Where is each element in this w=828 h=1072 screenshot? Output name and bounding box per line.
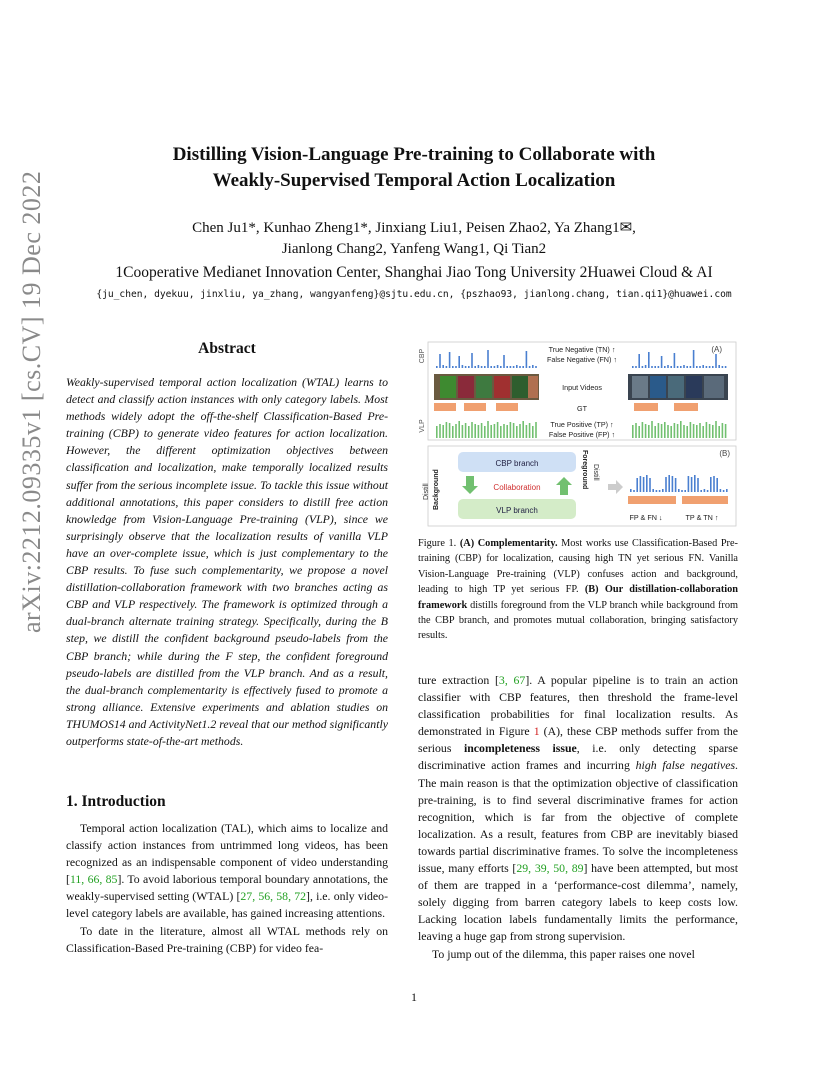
intro-paragraph-1: Temporal action localization (TAL), which aims to localize and classify action instances from untrimmed long videos, has been recognized as an indispensable component of video understanding [11, 66, 85]. To avoid laborious temporal boundary annotations, the weakly-supervised setting (WTAL) [27, 56, 58, 72], i.e. only video-level category labels are available, has gained increasing attentions. bbox=[66, 821, 388, 921]
activation-bar bbox=[658, 366, 660, 368]
activation-bar bbox=[436, 426, 438, 438]
activation-bar bbox=[630, 489, 632, 492]
activation-bar bbox=[510, 366, 512, 368]
activation-bar bbox=[652, 489, 654, 492]
vlp-activation-bars-right bbox=[632, 421, 726, 438]
activation-bar bbox=[490, 425, 492, 438]
authors-line-2: Jianlong Chang2, Yanfeng Wang1, Qi Tian2 bbox=[281, 241, 547, 257]
activation-bar bbox=[672, 476, 674, 492]
video-frames-right bbox=[628, 374, 728, 400]
activation-bar bbox=[700, 490, 702, 492]
arxiv-stamp: arXiv:2212.09335v1 [cs.CV] 19 Dec 2022 bbox=[17, 170, 46, 633]
activation-bar bbox=[710, 477, 712, 492]
citation-link[interactable]: 29, 39, 50, 89 bbox=[516, 861, 584, 876]
activation-bar bbox=[718, 426, 720, 438]
activation-bar bbox=[529, 423, 531, 438]
activation-bar bbox=[680, 366, 682, 368]
activation-bar bbox=[526, 351, 528, 368]
activation-bar bbox=[500, 366, 502, 368]
activation-bar bbox=[659, 490, 661, 492]
activation-bar bbox=[677, 366, 679, 368]
cbp-activation-bars-left bbox=[436, 350, 537, 368]
activation-bar bbox=[449, 352, 451, 368]
activation-bar bbox=[478, 425, 480, 438]
activation-bar bbox=[725, 366, 727, 368]
activation-bar bbox=[535, 422, 537, 438]
vlp-branch-label: VLP branch bbox=[496, 506, 538, 515]
vlp-activation-bars-left bbox=[436, 421, 537, 438]
activation-bar bbox=[452, 366, 454, 368]
activation-bar bbox=[646, 475, 648, 492]
activation-bar bbox=[680, 421, 682, 438]
activation-bar bbox=[667, 425, 669, 438]
distill-fg-text-1: Distill bbox=[592, 464, 599, 481]
activation-bar bbox=[726, 489, 728, 492]
result-activation-bars bbox=[630, 475, 728, 492]
tn-legend: True Negative (TN) ↑ bbox=[548, 345, 616, 354]
activation-bar bbox=[635, 366, 637, 368]
activation-bar bbox=[713, 476, 715, 492]
activation-bar bbox=[718, 365, 720, 368]
activation-bar bbox=[506, 425, 508, 438]
activation-bar bbox=[654, 426, 656, 438]
activation-bar bbox=[436, 366, 438, 368]
down-arrow-icon bbox=[462, 476, 478, 494]
activation-bar bbox=[661, 424, 663, 438]
activation-bar bbox=[658, 423, 660, 438]
affiliations: 1Cooperative Medianet Innovation Center, Shanghai Jiao Tong University 2Huawei Cloud & AI bbox=[115, 264, 713, 281]
activation-bar bbox=[656, 490, 658, 492]
activation-bar bbox=[446, 366, 448, 368]
activation-bar bbox=[481, 366, 483, 368]
activation-bar bbox=[638, 426, 640, 438]
intro-paragraph-2: To date in the literature, almost all WTAL methods rely on Classification-Based Pre-training (CBP) for video fea- bbox=[66, 923, 388, 955]
activation-bar bbox=[683, 365, 685, 368]
activation-bar bbox=[532, 365, 534, 368]
activation-bar bbox=[667, 365, 669, 368]
gt-label: GT bbox=[577, 404, 587, 413]
activation-bar bbox=[503, 424, 505, 438]
vlp-row-label: VLP bbox=[419, 419, 426, 433]
activation-bar bbox=[455, 424, 457, 438]
result-arrow-icon bbox=[608, 480, 623, 494]
activation-bar bbox=[648, 352, 650, 368]
activation-bar bbox=[716, 478, 718, 492]
activation-bar bbox=[471, 353, 473, 368]
activation-bar bbox=[529, 366, 531, 368]
activation-bar bbox=[638, 354, 640, 368]
activation-bar bbox=[702, 426, 704, 438]
paper-title bbox=[0, 142, 828, 194]
activation-bar bbox=[526, 425, 528, 438]
activation-bar bbox=[474, 366, 476, 368]
activation-bar bbox=[519, 424, 521, 438]
activation-bar bbox=[674, 353, 676, 368]
activation-bar bbox=[522, 366, 524, 368]
tp-tn-label: TP & TN ↑ bbox=[685, 513, 719, 522]
activation-bar bbox=[688, 476, 690, 492]
panel-a-label: (A) bbox=[711, 345, 722, 354]
activation-bar bbox=[458, 421, 460, 438]
activation-bar bbox=[681, 490, 683, 492]
activation-bar bbox=[707, 490, 709, 492]
activation-bar bbox=[636, 478, 638, 492]
activation-bar bbox=[706, 366, 708, 368]
activation-bar bbox=[503, 355, 505, 368]
activation-bar bbox=[462, 365, 464, 368]
activation-bar bbox=[645, 365, 647, 368]
author-list bbox=[0, 218, 828, 260]
activation-bar bbox=[522, 421, 524, 438]
activation-bar bbox=[516, 426, 518, 438]
activation-bar bbox=[664, 366, 666, 368]
activation-bar bbox=[648, 425, 650, 438]
activation-bar bbox=[471, 422, 473, 438]
activation-bar bbox=[465, 423, 467, 438]
activation-bar bbox=[720, 489, 722, 492]
activation-bar bbox=[442, 365, 444, 368]
activation-bar bbox=[452, 426, 454, 438]
right-column-body bbox=[418, 672, 738, 963]
activation-bar bbox=[651, 421, 653, 438]
activation-bar bbox=[712, 425, 714, 438]
activation-bar bbox=[654, 366, 656, 368]
activation-bar bbox=[723, 490, 725, 492]
activation-bar bbox=[642, 366, 644, 368]
activation-bar bbox=[706, 422, 708, 438]
activation-bar bbox=[468, 426, 470, 438]
activation-bar bbox=[500, 426, 502, 438]
activation-bar bbox=[677, 424, 679, 438]
activation-bar bbox=[662, 489, 664, 492]
author-emails: {ju_chen, dyekuu, jinxliu, ya_zhang, wangyanfeng}@sjtu.edu.cn, {pszhao93, jianlong.chang, tian.qi1}@huawei.com bbox=[96, 289, 732, 300]
citation-link[interactable]: 11, 66, 85 bbox=[69, 872, 118, 887]
activation-bar bbox=[699, 423, 701, 438]
activation-bar bbox=[715, 421, 717, 438]
input-videos-label: Input Videos bbox=[562, 383, 602, 392]
activation-bar bbox=[651, 366, 653, 368]
intro-heading: 1. Introduction bbox=[66, 793, 166, 810]
activation-bar bbox=[649, 478, 651, 492]
activation-bar bbox=[494, 366, 496, 368]
activation-bar bbox=[640, 476, 642, 492]
activation-bar bbox=[686, 366, 688, 368]
figure-1-caption: Figure 1. (A) Complementarity. Most works use Classification-Based Pre-training (CBP) for localization, causing high TN yet serious FN. Vanilla Vision-Language Pre-training (VLP) confuses action and background, leading to high TP yet serious FP. (B) Our distillation-collaboration framework distills foreground from the VLP branch while background from the CBP branch, and promotes mutual collaboration, bringing satisfactory results. bbox=[418, 538, 738, 642]
activation-bar bbox=[674, 423, 676, 438]
activation-bar bbox=[697, 478, 699, 492]
activation-bar bbox=[715, 354, 717, 368]
activation-bar bbox=[497, 422, 499, 438]
activation-bar bbox=[635, 423, 637, 438]
right-paragraph-2: To jump out of the dilemma, this paper raises one novel bbox=[432, 946, 695, 961]
fp-fn-label: FP & FN ↓ bbox=[629, 513, 663, 522]
activation-bar bbox=[709, 366, 711, 368]
activation-bar bbox=[446, 422, 448, 438]
activation-bar bbox=[696, 425, 698, 438]
activation-bar bbox=[458, 356, 460, 368]
activation-bar bbox=[696, 366, 698, 368]
figure-1 bbox=[418, 338, 738, 528]
activation-bar bbox=[690, 366, 692, 368]
panel-b-label: (B) bbox=[719, 449, 730, 458]
abstract-heading: Abstract bbox=[198, 340, 256, 357]
activation-bar bbox=[494, 424, 496, 438]
activation-bar bbox=[722, 423, 724, 438]
cbp-row-label: CBP bbox=[419, 348, 426, 364]
distill-bg-text-1: Distill bbox=[423, 483, 430, 500]
authors-line-1: Chen Ju1*, Kunhao Zheng1*, Jinxiang Liu1, Peisen Zhao2, Ya Zhang1✉, bbox=[192, 220, 636, 236]
activation-bar bbox=[694, 475, 696, 492]
activation-bar bbox=[487, 421, 489, 438]
title-line-2: Weakly-Supervised Temporal Action Localization bbox=[212, 170, 616, 191]
activation-bar bbox=[665, 477, 667, 492]
activation-bar bbox=[490, 366, 492, 368]
activation-bar bbox=[645, 424, 647, 438]
activation-bar bbox=[670, 366, 672, 368]
fn-legend: False Negative (FN) ↑ bbox=[547, 355, 617, 364]
activation-bar bbox=[455, 366, 457, 368]
page-number: 1 bbox=[411, 990, 417, 1004]
distill-bg-text-2: Background bbox=[433, 469, 440, 510]
activation-bar bbox=[474, 424, 476, 438]
activation-bar bbox=[633, 490, 635, 492]
intro-body bbox=[66, 820, 388, 957]
up-arrow-icon bbox=[556, 477, 572, 495]
right-paragraph-1: ture extraction [3, 67]. A popular pipeline is to train an action classifier with CBP features, then threshold the frame-level classification probabilities for final localization results. As demonstrated in Figure 1 (A), these CBP methods suffer from the serious incompleteness issue, i.e. only detecting sparse discriminative action frames and incurring high false negatives. The main reason is that the optimization objective of classification pre-training, is to find several discriminative frames for action recognition, which is far from the objective of complete localization. As a result, features from CBP are inevitably biased towards partial discriminative frames. To solve the incompleteness issue, many efforts [29, 39, 50, 89] have been attempted, but most of them are trapped in a ‘performance-cost dilemma’, namely, solely digging from barren category labels to keep costs low. Lacking location labels fundamentally limits the performance, leaving a huge gap from strong supervision. bbox=[418, 673, 738, 944]
activation-bar bbox=[684, 490, 686, 492]
activation-bar bbox=[709, 424, 711, 438]
activation-bar bbox=[478, 365, 480, 368]
activation-bar bbox=[484, 426, 486, 438]
tp-legend: True Positive (TP) ↑ bbox=[550, 420, 614, 429]
activation-bar bbox=[712, 366, 714, 368]
activation-bar bbox=[668, 475, 670, 492]
figure-ref-link[interactable]: 1 bbox=[533, 724, 540, 739]
activation-bar bbox=[722, 366, 724, 368]
activation-bar bbox=[686, 426, 688, 438]
gt-segments bbox=[434, 403, 698, 411]
activation-bar bbox=[632, 366, 634, 368]
video-frames-left bbox=[434, 374, 539, 400]
collaboration-label: Collaboration bbox=[493, 483, 541, 492]
activation-bar bbox=[516, 365, 518, 368]
abstract-body: Weakly-supervised temporal action localization (WTAL) learns to detect and classify action instances with only category labels. Most methods widely adopt the off-the-shelf Classification-Based Pre-training (CBP) to generate video features for action localization. However, the different optimization objectives between classification and localization, make temporally localized results suffer from the serious incomplete issue. To tackle this issue without additional annotations, this paper considers to distill free action knowledge from Vision-Language Pre-training (VLP), since we surprisingly observe that the localization results of vanilla VLP have an over-complete issue, which is just complementary to the CBP results. To fuse such complementarity, we propose a novel distillation-collaboration framework with two branches acting as CBP and VLP respectively. The framework is optimized through a dual-branch alternate training strategy. Specifically, during the B step, we distill the confident background pseudo-labels from the CBP branch; while during the F step, the confident foreground pseudo-labels are distilled from the VLP branch. And as a result, the dual-branch complementarity is effectively fused to promote a strong alliance. Extensive experiments and ablation studies on THUMOS14 and ActivityNet1.2 reveal that our method significantly outperforms state-of-the-art methods. bbox=[66, 375, 388, 748]
activation-bar bbox=[506, 366, 508, 368]
activation-bar bbox=[670, 426, 672, 438]
activation-bar bbox=[510, 422, 512, 438]
activation-bar bbox=[678, 489, 680, 492]
activation-bar bbox=[661, 356, 663, 368]
activation-bar bbox=[519, 366, 521, 368]
activation-bar bbox=[449, 423, 451, 438]
activation-bar bbox=[704, 489, 706, 492]
activation-bar bbox=[513, 423, 515, 438]
activation-bar bbox=[462, 425, 464, 438]
citation-link[interactable]: 27, 56, 58, 72 bbox=[240, 889, 307, 904]
activation-bar bbox=[468, 366, 470, 368]
activation-bar bbox=[643, 477, 645, 492]
activation-bar bbox=[465, 366, 467, 368]
activation-bar bbox=[691, 477, 693, 492]
fp-legend: False Positive (FP) ↑ bbox=[548, 430, 616, 439]
activation-bar bbox=[439, 354, 441, 368]
activation-bar bbox=[487, 350, 489, 368]
activation-bar bbox=[484, 366, 486, 368]
activation-bar bbox=[690, 422, 692, 438]
activation-bar bbox=[702, 365, 704, 368]
activation-bar bbox=[535, 366, 537, 368]
activation-bar bbox=[439, 424, 441, 438]
activation-bar bbox=[481, 423, 483, 438]
activation-bar bbox=[532, 426, 534, 438]
distill-fg-text-2: Foreground bbox=[581, 450, 588, 490]
activation-bar bbox=[693, 424, 695, 438]
activation-bar bbox=[513, 366, 515, 368]
activation-bar bbox=[693, 350, 695, 368]
result-gt-segments bbox=[628, 496, 728, 504]
activation-bar bbox=[497, 365, 499, 368]
cbp-branch-label: CBP branch bbox=[495, 459, 539, 468]
activation-bar bbox=[632, 425, 634, 438]
activation-bar bbox=[442, 425, 444, 438]
citation-link[interactable]: 3, 67 bbox=[498, 673, 526, 687]
activation-bar bbox=[642, 422, 644, 438]
activation-bar bbox=[725, 424, 727, 438]
activation-bar bbox=[675, 478, 677, 492]
activation-bar bbox=[699, 366, 701, 368]
activation-bar bbox=[683, 425, 685, 438]
title-line-1: Distilling Vision-Language Pre-training to Collaborate with bbox=[172, 144, 656, 165]
activation-bar bbox=[664, 422, 666, 438]
